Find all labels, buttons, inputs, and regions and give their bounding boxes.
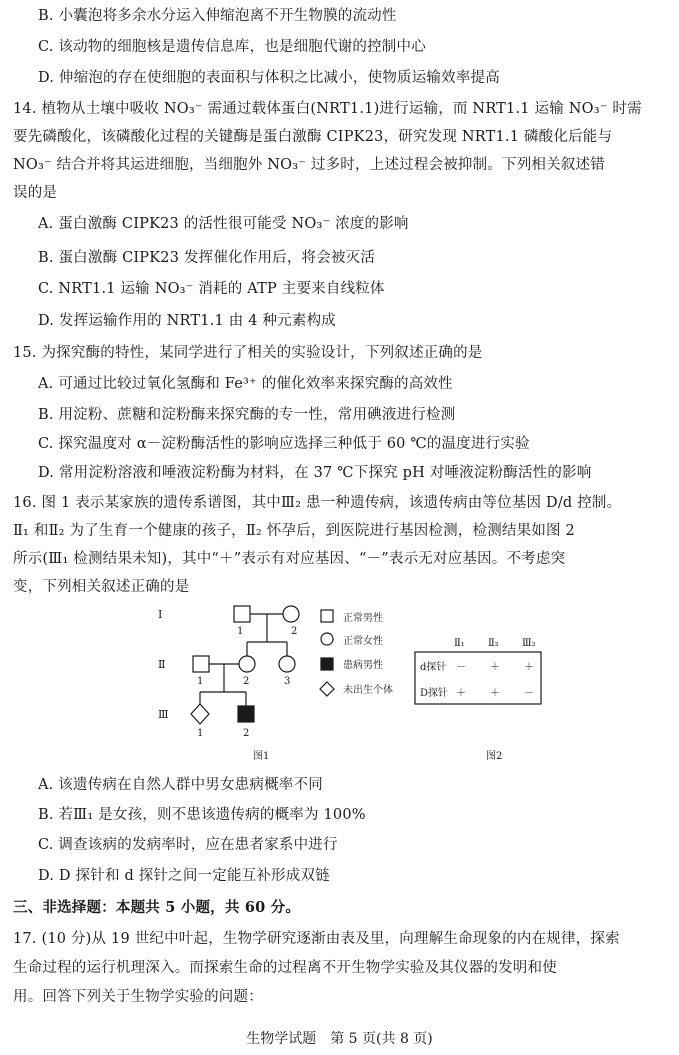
legend-normal-male: 正常男性 [343,613,383,624]
num-II2: 2 [243,676,250,687]
legend-unborn-icon [320,682,334,696]
gen-label-II: Ⅱ [158,658,166,671]
q14-stem-4: 误的是 [13,185,58,201]
q15-stem: 15. 为探究酶的特性，某同学进行了相关的实验设计，下列叙述正确的是 [13,345,483,361]
fig2-col-II1: Ⅱ₁ [454,638,465,649]
fig2-cell: － [456,662,466,673]
fig2-col-III2: Ⅲ₂ [522,638,536,649]
legend-affected-male: 患病男性 [343,660,383,671]
q16-option-c: C. 调查该病的发病率时，应在患者家系中进行 [38,837,338,853]
legend-normal-female: 正常女性 [343,636,383,647]
q14-stem-1: 14. 植物从土壤中吸收 NO₃⁻ 需通过载体蛋白(NRT1.1)进行运输，而 NRT1.1 运输 NO₃⁻ 时需 [13,101,642,117]
q14-option-c: C. NRT1.1 运输 NO₃⁻ 消耗的 ATP 主要来自线粒体 [38,281,385,297]
num-III1: 1 [197,728,204,739]
q16-option-a: A. 该遗传病在自然人群中男女患病概率不同 [38,777,323,793]
page-footer: 生物学试题 第 5 页(共 8 页) [246,1031,433,1047]
gen-label-I: Ⅰ [158,608,163,621]
q15-option-a: A. 可通过比较过氧化氢酶和 Fe³⁺ 的催化效率来探究酶的高效性 [38,376,453,392]
pedigree-III2-affected-male [238,706,254,722]
legend-normal-female-icon [321,633,333,645]
q14-option-a: A. 蛋白激酶 CIPK23 的活性很可能受 NO₃⁻ 浓度的影响 [38,216,409,232]
num-III2: 2 [243,728,250,739]
pedigree-II1-male [193,656,209,672]
legend-affected-male-icon [321,658,333,670]
num-II3: 3 [284,676,291,687]
fig2-cell: － [524,688,534,699]
fig2-cell: ＋ [456,688,466,699]
legend-normal-male-icon [321,610,333,622]
legend-unborn: 未出生个体 [343,685,393,696]
q13-option-d: D. 伸缩泡的存在使细胞的表面积与体积之比减小，使物质运输效率提高 [38,70,500,86]
pedigree-III1-unborn [191,704,209,724]
figure1-caption: 图1 [253,751,270,762]
gen-label-III: Ⅲ [158,708,169,721]
q14-option-b: B. 蛋白激酶 CIPK23 发挥催化作用后，将会被灭活 [38,250,376,266]
q17-stem-2: 生命过程的运行机理深入。而探索生命的过程离不开生物学实验及其仪器的发明和使 [13,960,557,976]
q16-stem-4: 变，下列相关叙述正确的是 [13,579,190,595]
q14-option-d: D. 发挥运输作用的 NRT1.1 由 4 种元素构成 [38,313,336,329]
pedigree-figures [150,604,550,764]
q16-option-d: D. D 探针和 d 探针之间一定能互补形成双链 [38,868,330,884]
fig2-cell: ＋ [490,688,500,699]
fig2-row-D-probe: D探针 [420,688,449,699]
pedigree-I2-female [283,606,299,622]
fig2-cell: ＋ [490,662,500,673]
figure2-caption: 图2 [486,751,503,762]
q16-stem-2: Ⅱ₁ 和Ⅱ₂ 为了生育一个健康的孩子，Ⅱ₂ 怀孕后，到医院进行基因检测，检测结果如图 2 [13,523,575,539]
fig2-cell: ＋ [524,662,534,673]
q17-stem-1: 17. (10 分)从 19 世纪中叶起，生物学研究逐渐由表及里，向理解生命现象的内在规律，探索 [13,931,620,947]
q16-stem-1: 16. 图 1 表示某家族的遗传系谱图，其中Ⅲ₂ 患一种遗传病，该遗传病由等位基因 D/d 控制。 [13,495,622,511]
q14-stem-2: 要先磷酸化，该磷酸化过程的关键酶是蛋白激酶 CIPK23，研究发现 NRT1.1 磷酸化后能与 [13,129,613,145]
q13-option-c: C. 该动物的细胞核是遗传信息库，也是细胞代谢的控制中心 [38,39,426,55]
q15-option-b: B. 用淀粉、蔗糖和淀粉酶来探究酶的专一性，常用碘液进行检测 [38,407,456,423]
num-II1: 1 [197,676,204,687]
q13-option-b: B. 小囊泡将多余水分运入伸缩泡离不开生物膜的流动性 [38,8,397,24]
fig2-row-d-probe: d探针 [420,662,447,673]
q16-option-b: B. 若Ⅲ₁ 是女孩，则不患该遗传病的概率为 100% [38,807,366,823]
pedigree-I1-male [234,606,250,622]
pedigree-II3-female [279,656,295,672]
num-I2: 2 [291,626,298,637]
q16-stem-3: 所示(Ⅲ₁ 检测结果未知)，其中“＋”表示有对应基因、“－”表示无对应基因。不考虑突 [13,551,566,567]
q15-option-c: C. 探究温度对 α－淀粉酶活性的影响应选择三种低于 60 ℃的温度进行实验 [38,436,530,452]
fig2-col-II2: Ⅱ₂ [488,638,499,649]
q14-stem-3: NO₃⁻ 结合并将其运进细胞，当细胞外 NO₃⁻ 过多时，上述过程会被抑制。下列相关叙述错 [13,157,605,173]
pedigree-II2-female [239,656,255,672]
num-I1: 1 [237,626,244,637]
q15-option-d: D. 常用淀粉溶液和唾液淀粉酶为材料，在 37 ℃下探究 pH 对唾液淀粉酶活性的影响 [38,465,592,481]
q17-stem-3: 用。回答下列关于生物学实验的问题： [13,989,263,1005]
section-3-heading: 三、非选择题：本题共 5 小题，共 60 分。 [13,899,301,916]
